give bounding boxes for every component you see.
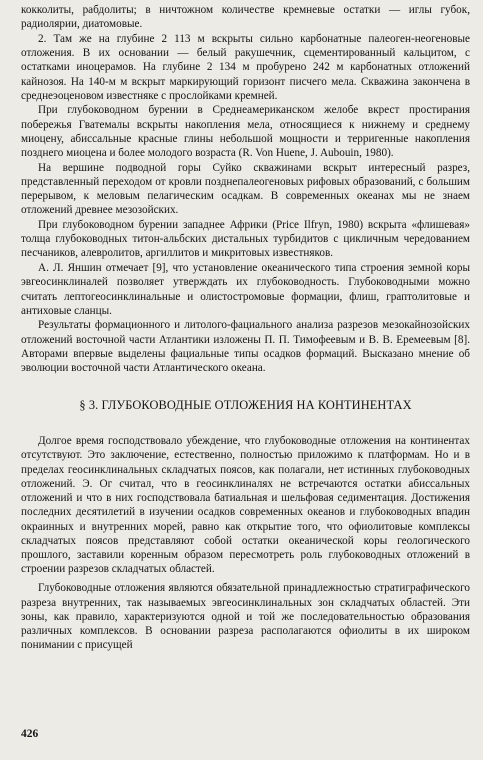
paragraph-eugeosynclinal: Глубоководные отложения являются обязательной принадлежностью стратиграфического разреза внутренних, так называемых эвгеосинклинальных зон складчатых областей. Эти зоны, как правило, характеризуются одной и той же последовательностью образования различных комплексов. В основании разреза располагаются офиолиты в их широком понимании с присущей	[21, 582, 470, 652]
paragraph-borehole-2: 2. Там же на глубине 2 113 м вскрыты сильно карбонатные палеоген-неогеновые отложения. В их основании — белый ракушечник, сцементированный кальцитом, с остатками иноцерамов. На глубине 2 134 м пробурено 242 м карбонатных отложений кайнозоя. На 140-м м вскрыт маркирующий горизонт писчего мела. Скважина закончена в среднеэоценовом известняке с прослойками кремней.	[21, 32, 470, 102]
text-block-bottom	[21, 434, 470, 652]
paragraph-continents: Долгое время господствовало убеждение, что глубоководные отложения на континентах отсутствуют. Это заключение, естественно, полностью приложимо к платформам. Но и в пределах геосинклинальных складчатых поясов, как полагали, нет истинных глубоководных отложений. Э. Ог считал, что в геосинклиналях не встречаются остатки абиссальных отложений и что в них господствовала батиальная и шельфовая седиментация. Достижения последних десятилетий в изучении осадков современных океанов и глубоководных впадин окраинных и внутренних морей, равно как открытие того, что офиолитовые комплексы складчатых поясов представляют собой остатки океанической коры геологического прошлого, заставили коренным образом пересмотреть роль глубоководных отложений в строении разрезов складчатых областей.	[21, 435, 470, 576]
paragraph-atlantic: Результаты формационного и литолого-фациального анализа разрезов мезокайнозойских отложений восточной части Атлантики изложены П. П. Тимофеевым и В. В. Еремеевым [8]. Авторами впервые выделены фациальные типы осадков формаций. Высказано мнение об эволюции восточной части Атлантического океана.	[21, 319, 470, 375]
text-block-top	[21, 3, 470, 375]
page-number: 426	[21, 728, 39, 740]
paragraph-continuation: кокколиты, рабдолиты; в ничтожном количестве кремневые остатки — иглы губок, радиолярии, диатомовые.	[21, 4, 470, 31]
paragraph-suiko: На вершине подводной горы Суйко скважинами вскрыт интересный разрез, представленный переходом от кровли позднепалеогеновых рифовых образований, с большим перерывом, к меловым пелагическим осадкам. В современных океанах мы не знаем отложений древнее мезозойских.	[21, 161, 470, 217]
paragraph-guatemala: При глубоководном бурении в Среднеамериканском желобе вкрест простирания побережья Гватемалы вскрыты накопления мела, относящиеся к нижнему и среднему миоцену, абиссальные красные глины небольшой мощности и терригенные накопления позднего миоцена и более молодого возраста (R. Von Huene, J. Aubouin, 1980).	[21, 104, 470, 160]
paragraph-yanshin: А. Л. Яншин отмечает [9], что установление океанического типа строения земной коры эвгеосинклиналей позволяет утверждать их глубоководность. Глубоководными можно считать лептогеосинклинальные и олистостромовые формации, флиш, граптолитовые и антиховые сланцы.	[21, 262, 470, 317]
section-heading: § 3. ГЛУБОКОВОДНЫЕ ОТЛОЖЕНИЯ НА КОНТИНЕНТАХ	[79, 398, 412, 413]
paragraph-africa: При глубоководном бурении западнее Африки (Price Ilfryn, 1980) вскрыта «флишевая» толща глубоководных титон-альбских дистальных турбидитов с цикличным чередованием песчаников, алевролитов, аргиллитов и микритовых известняков.	[21, 219, 470, 260]
